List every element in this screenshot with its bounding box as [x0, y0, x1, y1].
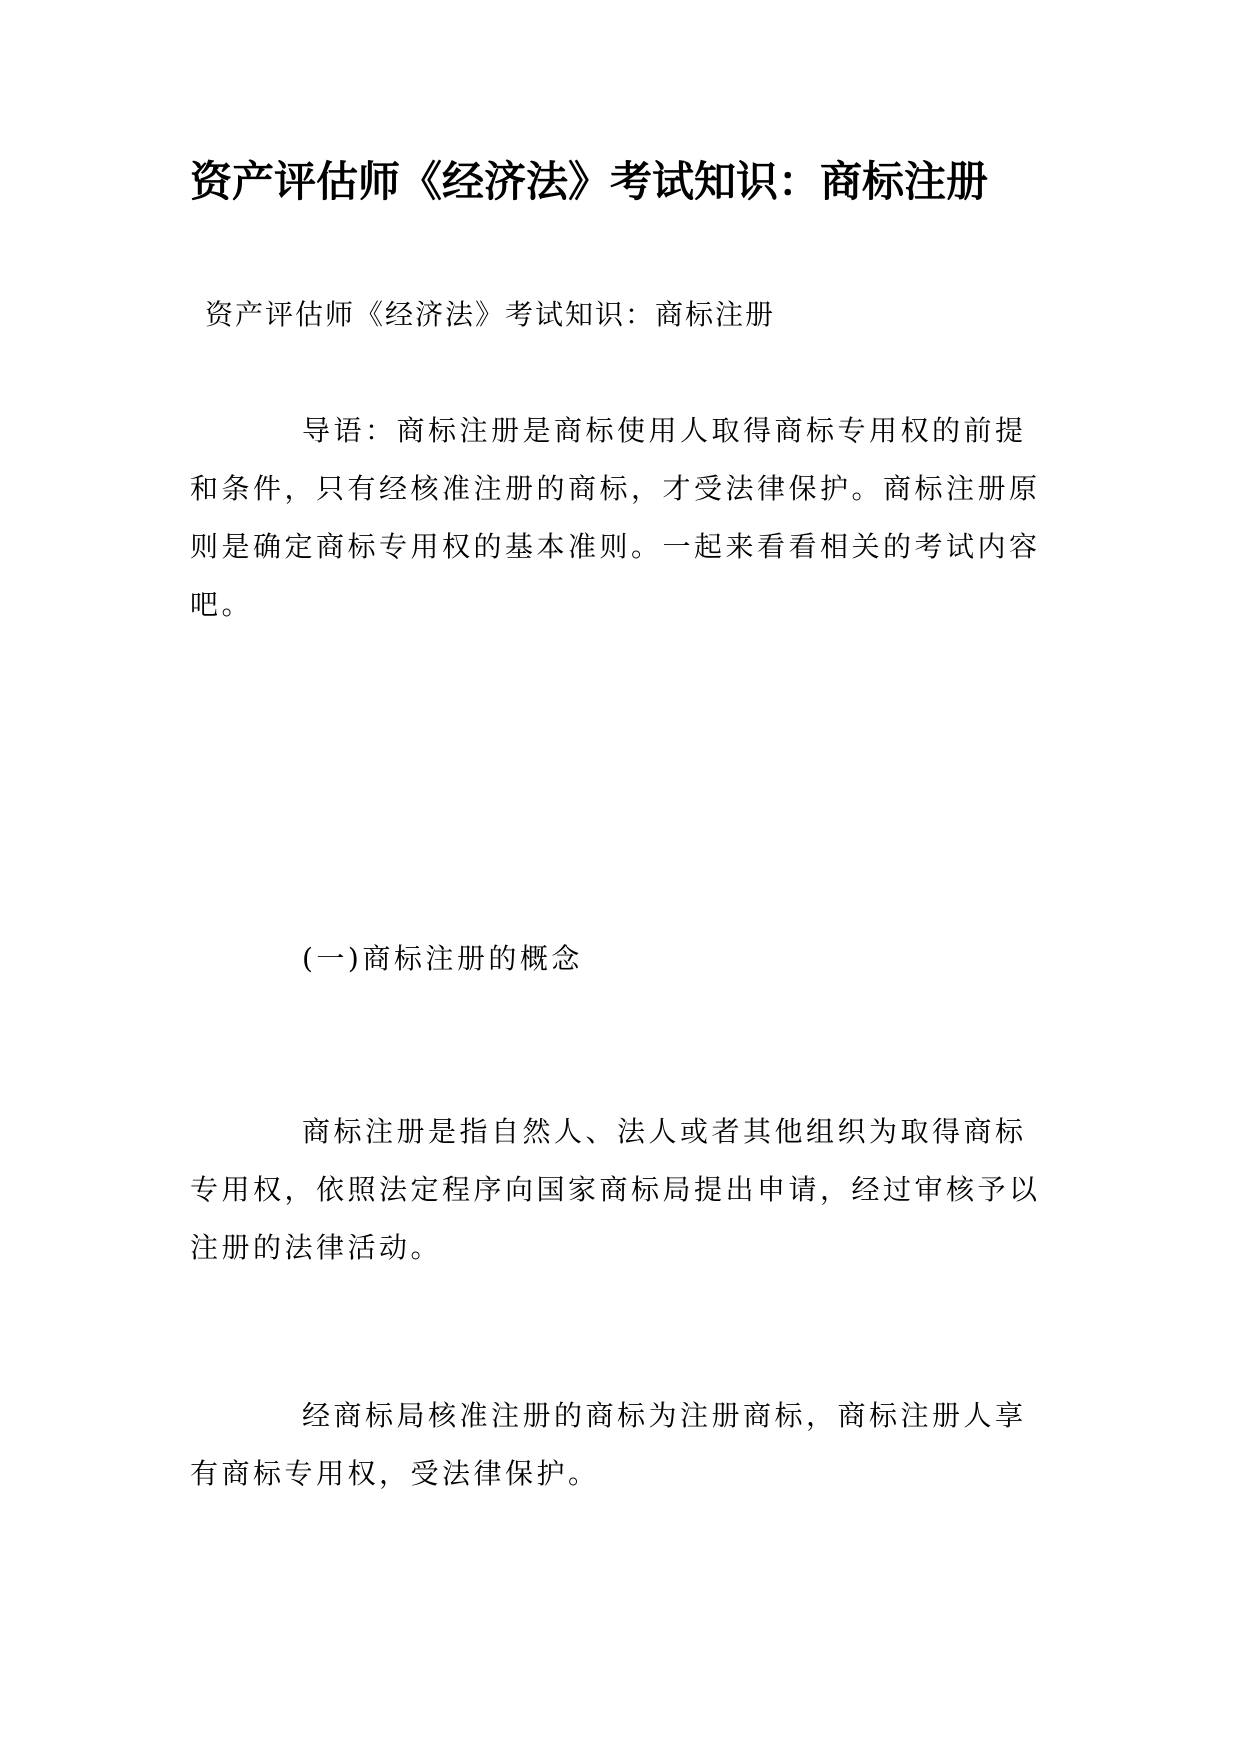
document-subtitle: 资产评估师《经济法》考试知识：商标注册 — [205, 298, 776, 331]
registered-mark-paragraph: 经商标局核准注册的商标为注册商标，商标注册人享有商标专用权，受法律保护。 — [190, 1399, 1027, 1490]
intro-paragraph: 导语：商标注册是商标使用人取得商标专用权的前提和条件，只有经核准注册的商标，才受法律保护。商标注册原则是确定商标专用权的基本准则。一起来看看相关的考试内容吧。 — [190, 414, 1041, 621]
section-heading: (一)商标注册的概念 — [302, 942, 583, 975]
concept-paragraph: 商标注册是指自然人、法人或者其他组织为取得商标专用权，依照法定程序向国家商标局提出申请，经过审核予以注册的法律活动。 — [190, 1115, 1041, 1264]
document-title: 资产评估师《经济法》考试知识：商标注册 — [190, 157, 989, 206]
